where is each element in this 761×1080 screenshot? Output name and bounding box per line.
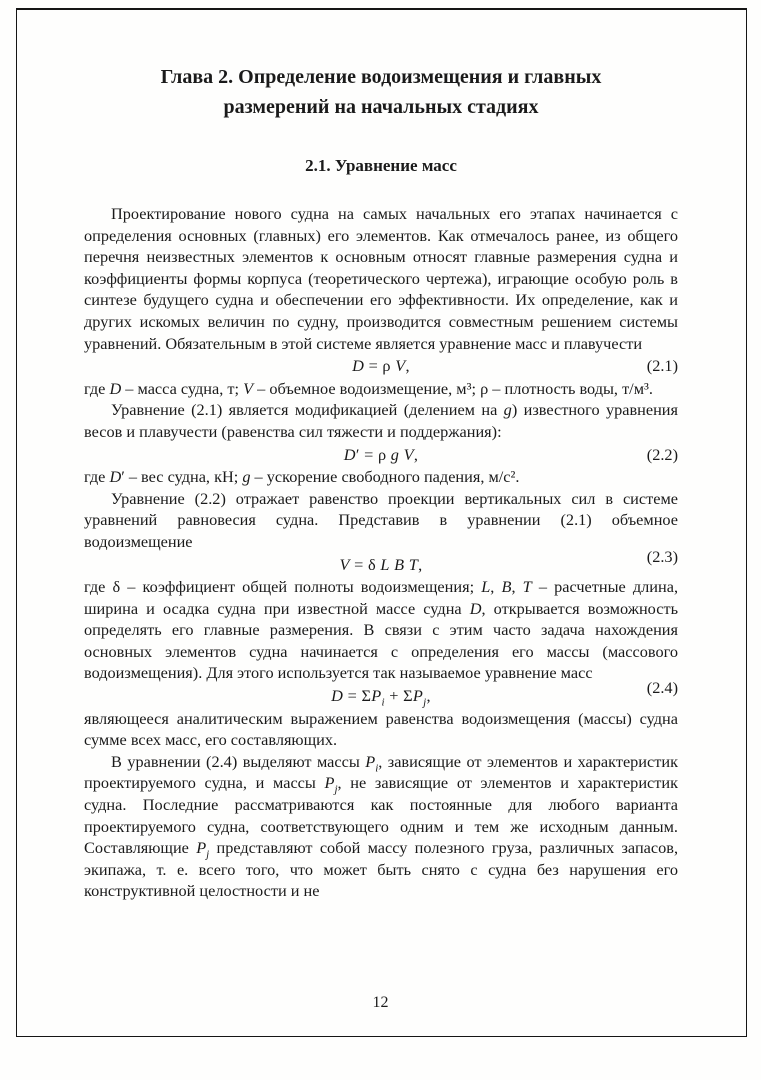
chapter-title-line2: размерений на начальных стадиях	[223, 96, 539, 118]
equation-2-2	[84, 444, 678, 466]
body-text	[84, 203, 678, 902]
paragraph: Уравнение (2.1) является модификацией (делением на g) известного уравнения весов и плавучести (равенства сил тяжести и поддержания):	[84, 400, 679, 441]
equation-formula: V = δ L B T,	[339, 554, 423, 574]
page-content	[84, 62, 678, 902]
section-heading: 2.1. Уравнение масс	[305, 156, 457, 175]
equation-number: (2.3)	[646, 546, 678, 566]
equation-formula: $D = \Sigma P_i + \Sigma P_j$,	[331, 686, 431, 709]
page-number: 12	[372, 994, 389, 1011]
equation-number: (2.1)	[646, 356, 678, 376]
chapter-title	[84, 62, 678, 122]
equation-number: (2.4)	[646, 678, 678, 698]
paragraph: Проектирование нового судна на самых начальных его этапах начинается с определения основных (главных) его элементов. Как отмечалось ранее, из общего перечня неизвестных элементов к основным относят главные размерения судна и коэффициенты формы корпуса (теоретического чертежа), играющие особую роль в синтезе будущего судна и обеспечении его эффективности. Их определение, как и других искомых величин по судну, производится совместным решением системы уравнений. Обязательным в этой системе является уравнение масс и плавучести	[84, 204, 678, 353]
equation-2-3	[84, 546, 678, 576]
equation-formula: D′ = ρ g V,	[343, 444, 419, 464]
paragraph: В уравнении (2.4) выделяют массы $P_i$, зависящие от элементов и характеристик проектируемого судна, и массы $P_j$, не зависящие от элементов и характеристик судна. Последние рассматриваются как постоянные для любого варианта проектируемого судна, соответствующего одним и тем же исходным данным. Составляющие $P_j$ представляют собой массу полезного груза, различных запасов, экипажа, т. е. всего того, что может быть снято с судна без нарушения его конструктивной целостности и не	[84, 751, 679, 901]
paragraph: Уравнение (2.2) отражает равенство проекции вертикальных сил в системе уравнений равновесия судна. Представив в уравнении (2.1) объемное водоизмещение	[84, 488, 678, 551]
equation-number: (2.2)	[646, 444, 678, 464]
equation-formula: D = ρ V,	[352, 356, 410, 376]
paragraph: где δ – коэффициент общей полноты водоизмещения; L, B, T – расчетные длина, ширина и осадка судна при известной массе судна D, открывается возможность определять его главные размерения. В связи с этим часто задача нахождения основных элементов судна начинается с определения его массы (массового водоизмещения). Для этого используется так называемое уравнение масс	[84, 577, 679, 683]
paragraph: где D′ – вес судна, кН; g – ускорение свободного падения, м/с².	[84, 467, 520, 487]
equation-2-1	[84, 355, 678, 377]
paragraph: где D – масса судна, т; V – объемное водоизмещение, м³; ρ – плотность воды, т/м³.	[84, 378, 653, 398]
chapter-title-line1: Глава 2. Определение водоизмещения и главных	[160, 66, 602, 88]
paragraph: являющееся аналитическим выражением равенства водоизмещения (массы) судна сумме всех масс, его составляющих.	[84, 708, 678, 750]
equation-2-4	[84, 678, 678, 709]
